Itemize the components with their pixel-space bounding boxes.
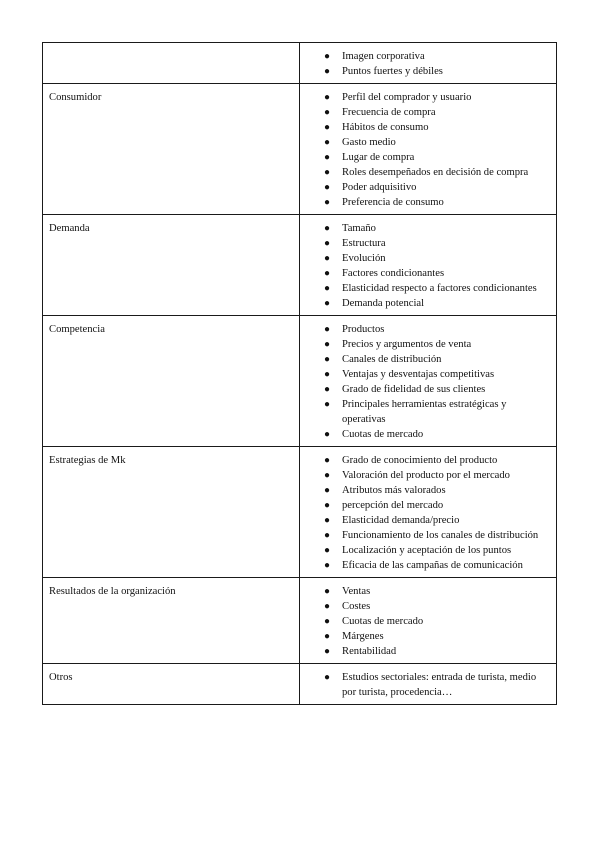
list-item-text: Estructura: [342, 238, 386, 249]
list-item: [300, 337, 550, 352]
bullet-icon: ●: [324, 631, 331, 642]
category-cell: [43, 664, 300, 705]
bullet-icon: ●: [324, 470, 331, 481]
bullet-icon: ●: [324, 268, 331, 279]
bullet-icon: ●: [324, 455, 331, 466]
bullet-list: [300, 584, 550, 659]
bullet-icon: ●: [324, 485, 331, 496]
bullet-icon: ●: [324, 197, 331, 208]
list-item: [300, 644, 550, 659]
bullet-icon: ●: [324, 369, 331, 380]
list-item-text: Perfil del comprador y usuario: [342, 92, 472, 103]
bullet-icon: ●: [324, 384, 331, 395]
list-item: [300, 352, 550, 367]
bullet-icon: ●: [324, 182, 331, 193]
list-item: [300, 180, 550, 195]
list-item: [300, 105, 550, 120]
list-item-text: Precios y argumentos de venta: [342, 339, 472, 350]
bullet-icon: ●: [324, 223, 331, 234]
category-cell: [43, 578, 300, 664]
analysis-table: [42, 42, 557, 705]
list-item-text: Costes: [342, 601, 371, 612]
list-item: [300, 236, 550, 251]
table-row: [43, 316, 557, 447]
category-cell: [43, 316, 300, 447]
list-item-text: Ventajas y desventajas competitivas: [342, 369, 495, 380]
bullet-list: [300, 322, 550, 442]
bullet-icon: ●: [324, 253, 331, 264]
items-cell: [300, 447, 557, 578]
bullet-icon: ●: [324, 167, 331, 178]
list-item-text: Lugar de compra: [342, 152, 415, 163]
category-label: Resultados de la organización: [49, 586, 176, 597]
category-label: Competencia: [49, 324, 105, 335]
bullet-icon: ●: [324, 51, 331, 62]
bullet-icon: ●: [324, 339, 331, 350]
bullet-icon: ●: [324, 500, 331, 511]
bullet-icon: ●: [324, 283, 331, 294]
list-item: [300, 584, 550, 599]
bullet-icon: ●: [324, 66, 331, 77]
list-item-text: Elasticidad demanda/precio: [342, 515, 460, 526]
list-item-text: Poder adquisitivo: [342, 182, 417, 193]
items-cell: [300, 43, 557, 84]
list-item-text: Márgenes: [342, 631, 384, 642]
list-item: [300, 528, 550, 543]
bullet-icon: ●: [324, 601, 331, 612]
list-item: [300, 670, 550, 700]
list-item-text: Elasticidad respecto a factores condicionantes: [342, 283, 537, 294]
bullet-icon: ●: [324, 238, 331, 249]
bullet-icon: ●: [324, 298, 331, 309]
bullet-icon: ●: [324, 515, 331, 526]
bullet-list: [300, 453, 550, 573]
list-item-text: Hábitos de consumo: [342, 122, 429, 133]
list-item: [300, 251, 550, 266]
list-item-text: Demanda potencial: [342, 298, 425, 309]
list-item-text: Gasto medio: [342, 137, 396, 148]
list-item: [300, 629, 550, 644]
table-row: [43, 578, 557, 664]
table-row: [43, 215, 557, 316]
items-cell: [300, 215, 557, 316]
list-item: [300, 468, 550, 483]
list-item: [300, 322, 550, 337]
list-item: [300, 195, 550, 210]
list-item: [300, 90, 550, 105]
list-item: [300, 498, 550, 513]
list-item-text: Localización y aceptación de los puntos: [342, 545, 512, 556]
table-row: [43, 84, 557, 215]
list-item-text: percepción del mercado: [342, 500, 444, 511]
bullet-list: [300, 49, 550, 79]
list-item: [300, 614, 550, 629]
list-item-text: Factores condicionantes: [342, 268, 445, 279]
list-item-text: Principales herramientas estratégicas y operativas: [342, 399, 507, 425]
list-item: [300, 453, 550, 468]
list-item: [300, 599, 550, 614]
items-cell: [300, 664, 557, 705]
list-item-text: Estudios sectoriales: entrada de turista, medio por turista, procedencia…: [342, 672, 537, 698]
list-item: [300, 266, 550, 281]
list-item: [300, 135, 550, 150]
list-item-text: Grado de conocimiento del producto: [342, 455, 498, 466]
list-item-text: Valoración del producto por el mercado: [342, 470, 510, 481]
bullet-icon: ●: [324, 122, 331, 133]
list-item-text: Roles desempeñados en decisión de compra: [342, 167, 529, 178]
items-cell: [300, 316, 557, 447]
category-cell: [43, 215, 300, 316]
category-cell: [43, 84, 300, 215]
bullet-icon: ●: [324, 616, 331, 627]
list-item: [300, 165, 550, 180]
items-cell: [300, 84, 557, 215]
bullet-list: [300, 90, 550, 210]
list-item-text: Cuotas de mercado: [342, 616, 424, 627]
list-item-text: Ventas: [342, 586, 371, 597]
bullet-icon: ●: [324, 646, 331, 657]
table-row: [43, 664, 557, 705]
list-item: [300, 221, 550, 236]
list-item-text: Imagen corporativa: [342, 51, 425, 62]
list-item: [300, 427, 550, 442]
bullet-icon: ●: [324, 137, 331, 148]
list-item: [300, 397, 550, 427]
category-label: Otros: [49, 672, 73, 683]
bullet-icon: ●: [324, 92, 331, 103]
table-body: [43, 43, 557, 705]
list-item: [300, 513, 550, 528]
list-item: [300, 543, 550, 558]
bullet-icon: ●: [324, 152, 331, 163]
bullet-icon: ●: [324, 399, 331, 410]
list-item: [300, 558, 550, 573]
bullet-icon: ●: [324, 586, 331, 597]
list-item: [300, 49, 550, 64]
list-item: [300, 483, 550, 498]
list-item-text: Cuotas de mercado: [342, 429, 424, 440]
bullet-icon: ●: [324, 429, 331, 440]
list-item: [300, 120, 550, 135]
bullet-icon: ●: [324, 324, 331, 335]
table-row: [43, 43, 557, 84]
bullet-list: [300, 670, 550, 700]
table-row: [43, 447, 557, 578]
list-item-text: Preferencia de consumo: [342, 197, 444, 208]
category-label: Estrategias de Mk: [49, 455, 126, 466]
list-item-text: Productos: [342, 324, 385, 335]
list-item-text: Evolución: [342, 253, 386, 264]
list-item-text: Rentabilidad: [342, 646, 397, 657]
bullet-list: [300, 221, 550, 311]
list-item-text: Atributos más valorados: [342, 485, 446, 496]
category-label: Demanda: [49, 223, 90, 234]
list-item: [300, 64, 550, 79]
category-cell: [43, 43, 300, 84]
list-item-text: Funcionamiento de los canales de distribución: [342, 530, 539, 541]
list-item: [300, 382, 550, 397]
list-item: [300, 367, 550, 382]
list-item-text: Puntos fuertes y débiles: [342, 66, 443, 77]
items-cell: [300, 578, 557, 664]
category-label: Consumidor: [49, 92, 102, 103]
list-item-text: Eficacia de las campañas de comunicación: [342, 560, 523, 571]
list-item-text: Canales de distribución: [342, 354, 442, 365]
bullet-icon: ●: [324, 672, 331, 683]
list-item: [300, 281, 550, 296]
bullet-icon: ●: [324, 545, 331, 556]
bullet-icon: ●: [324, 354, 331, 365]
bullet-icon: ●: [324, 530, 331, 541]
list-item: [300, 150, 550, 165]
bullet-icon: ●: [324, 107, 331, 118]
list-item-text: Tamaño: [342, 223, 376, 234]
list-item: [300, 296, 550, 311]
list-item-text: Frecuencia de compra: [342, 107, 436, 118]
list-item-text: Grado de fidelidad de sus clientes: [342, 384, 486, 395]
category-cell: [43, 447, 300, 578]
bullet-icon: ●: [324, 560, 331, 571]
